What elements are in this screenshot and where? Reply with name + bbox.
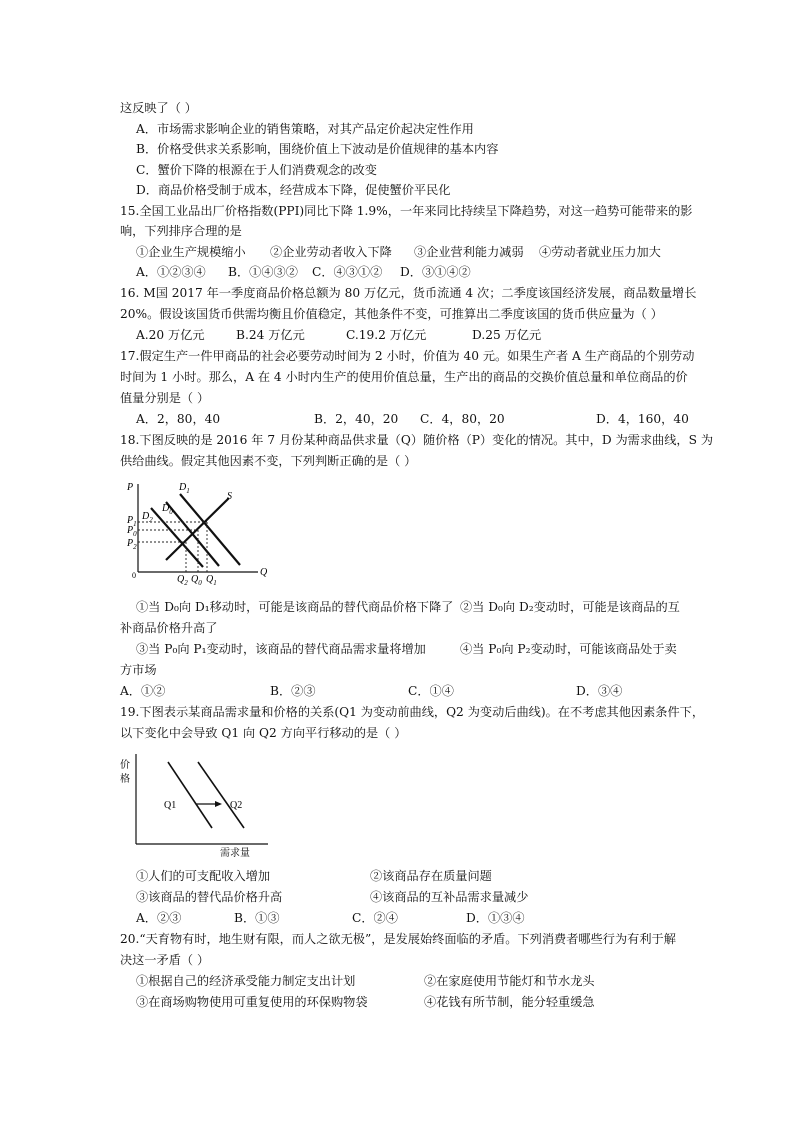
origin-label: 0 xyxy=(132,571,136,580)
q19-option-c: C．②④ xyxy=(352,911,398,925)
price-axis-label-2: 格 xyxy=(120,774,130,785)
q18-item-2: ②当 D₀向 D₂变动时，可能是该商品的互 xyxy=(460,600,680,614)
q16-option-c: C.19.2 万亿元 xyxy=(346,328,427,342)
q15-option-b: B．①④③② xyxy=(228,265,298,279)
q2-label: $Q_2$ xyxy=(177,574,188,586)
q19-option-a: A．②③ xyxy=(136,911,182,925)
q19-item-2: ②该商品存在质量问题 xyxy=(370,869,492,883)
p2-label: $P_2$ xyxy=(127,538,137,551)
q17-stem-3: 值量分别是（ ） xyxy=(120,391,210,405)
q19-item-1: ①人们的可支配收入增加 xyxy=(136,869,271,883)
q17-stem: 17.假定生产一件甲商品的社会必要劳动时间为 2 小时，价值为 40 元。如果生产者 A 生产商品的个别劳动 xyxy=(120,349,695,363)
p0-label: $P_0$ xyxy=(127,525,137,538)
q15-item-1: ①企业生产规模缩小 xyxy=(136,245,246,259)
q17-option-c: C．4，80，20 xyxy=(420,412,505,426)
q18-stem: 18.下图反映的是 2016 年 7 月份某种商品供求量（Q）随价格（P）变化的情况。其中，D 为需求曲线，S 为 xyxy=(120,433,714,447)
s-label: S xyxy=(227,491,232,502)
q18-stem-2: 供给曲线。假定其他因素不变，下列判断正确的是（ ） xyxy=(120,454,417,468)
q0-label: $Q_0$ xyxy=(191,574,202,586)
q20-item-2: ②在家庭使用节能灯和节水龙头 xyxy=(424,974,595,988)
q18-option-a: A．①② xyxy=(120,684,166,698)
q2-curve-label: Q2 xyxy=(230,800,243,811)
supply-curve-s xyxy=(166,498,229,560)
q20-stem-2: 决这一矛盾（ ） xyxy=(120,953,210,967)
q14-stem-tail: 这反映了（ ） xyxy=(120,101,197,115)
q19-option-d: D．①③④ xyxy=(466,911,525,925)
q14-option-a: A．市场需求影响企业的销售策略，对其产品定价起决定性作用 xyxy=(136,122,474,136)
q15-stem-2: 响，下列排序合理的是 xyxy=(120,224,242,238)
q18-item-3: ③当 P₀向 P₁变动时，该商品的替代商品需求量将增加 xyxy=(136,642,426,656)
q16-stem-2: 20%。假设该国货币供需均衡且价值稳定，其他条件不变，可推算出二季度该国的货币供应量为（ ） xyxy=(120,307,663,321)
q17-option-b: B．2，40，20 xyxy=(314,412,399,426)
supply-demand-figure xyxy=(118,474,276,586)
q20-item-1: ①根据自己的经济承受能力制定支出计划 xyxy=(136,974,356,988)
q18-option-c: C．①④ xyxy=(408,684,454,698)
q18-item-4-cont: 方市场 xyxy=(120,663,157,677)
q1-curve-label: Q1 xyxy=(164,800,177,811)
q16-stem: 16. M国 2017 年一季度商品价格总额为 80 万亿元，货币流通 4 次；二季度该国经济发展，商品数量增长 xyxy=(120,286,697,300)
q19-stem-2: 以下变化中会导致 Q1 向 Q2 方向平行移动的是（ ） xyxy=(120,726,407,740)
q15-option-c: C．④③①② xyxy=(312,265,383,279)
q17-option-d: D．4，160，40 xyxy=(596,412,689,426)
q18-item-2-cont: 补商品价格升高了 xyxy=(120,621,218,635)
q1-label: $Q_1$ xyxy=(206,574,217,586)
d2-label: $D_2$ xyxy=(142,511,153,524)
q16-option-b: B.24 万亿元 xyxy=(236,328,305,342)
q14-option-c: C．蟹价下降的根源在于人们消费观念的改变 xyxy=(136,163,377,177)
q20-item-4: ④花钱有所节制，能分轻重缓急 xyxy=(424,995,595,1009)
q18-option-d: D．③④ xyxy=(576,684,623,698)
q18-item-1: ①当 D₀向 D₁移动时，可能是该商品的替代商品价格下降了 xyxy=(136,600,454,614)
q16-option-a: A.20 万亿元 xyxy=(136,328,205,342)
q-axis-label: Q xyxy=(260,567,268,578)
q19-stem: 19.下图表示某商品需求量和价格的关系(Q1 为变动前曲线，Q2 为变动后曲线)。在不考虑其他因素条件下， xyxy=(120,705,705,719)
d1-label: $D_1$ xyxy=(179,482,190,495)
q15-item-4: ④劳动者就业压力加大 xyxy=(539,245,661,259)
shift-arrowhead xyxy=(215,801,222,807)
q20-item-3: ③在商场购物使用可重复使用的环保购物袋 xyxy=(136,995,368,1009)
d0-label: $D_0$ xyxy=(162,503,173,516)
demand-shift-figure xyxy=(116,748,276,860)
q19-item-4: ④该商品的互补品需求量减少 xyxy=(370,890,529,904)
q15-item-2: ②企业劳动者收入下降 xyxy=(270,245,392,259)
quantity-axis-label: 需求量 xyxy=(220,848,250,859)
q15-stem: 15.全国工业品出厂价格指数(PPI)同比下降 1.9%，一年来同比持续呈下降趋势，对这一趋势可能带来的影 xyxy=(120,204,693,218)
q18-item-4: ④当 P₀向 P₂变动时，可能该商品处于卖 xyxy=(460,642,677,656)
q17-stem-2: 时间为 1 小时。那么，A 在 4 小时内生产的使用价值总量，生产出的商品的交换价值总量和单位商品的价 xyxy=(120,370,688,384)
q15-option-a: A．①②③④ xyxy=(136,265,206,279)
q19-item-3: ③该商品的替代品价格升高 xyxy=(136,890,283,904)
q14-option-b: B．价格受供求关系影响，围绕价值上下波动是价值规律的基本内容 xyxy=(136,142,499,156)
q17-option-a: A．2，80，40 xyxy=(136,412,221,426)
price-axis-label-1: 价 xyxy=(120,760,130,771)
q14-option-d: D．商品价格受制于成本，经营成本下降，促使蟹价平民化 xyxy=(136,183,451,197)
q18-option-b: B．②③ xyxy=(270,684,316,698)
q19-option-b: B．①③ xyxy=(234,911,280,925)
q15-item-3: ③企业营利能力减弱 xyxy=(414,245,524,259)
q20-stem: 20.“天育物有时，地生财有限，而人之欲无极”，是发展始终面临的矛盾。下列消费者哪些行为有利于解 xyxy=(120,932,676,946)
p-axis-label: P xyxy=(127,482,134,493)
q16-option-d: D.25 万亿元 xyxy=(472,328,542,342)
q15-option-d: D．③①④② xyxy=(400,265,471,279)
p1-label: $P_1$ xyxy=(127,515,137,528)
